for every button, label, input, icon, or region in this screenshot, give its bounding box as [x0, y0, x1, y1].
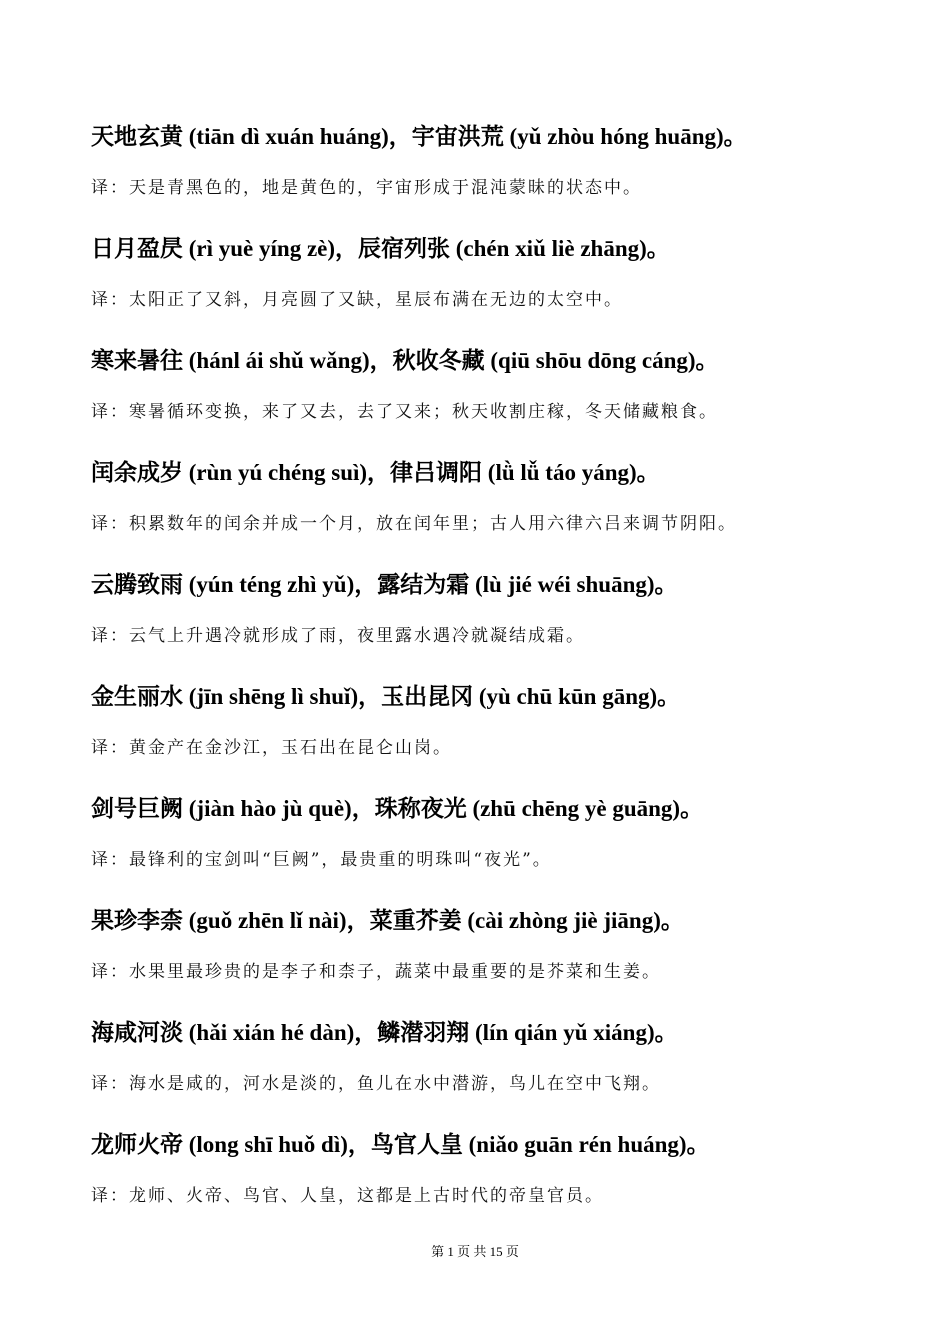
verse-list [91, 117, 921, 1237]
translation-line: 译：积累数年的闰余并成一个月，放在闰年里；古人用六律六吕来调节阴阳。 [91, 514, 737, 534]
verse-entry-4 [91, 453, 921, 565]
verse-entry-3 [91, 341, 921, 453]
verse-entry-8 [91, 901, 921, 1013]
verse-entry-2 [91, 229, 921, 341]
translation-line: 译：黄金产在金沙江，玉石出在昆仑山岗。 [91, 738, 452, 758]
translation-line: 译：云气上升遇冷就形成了雨，夜里露水遇冷就凝结成霜。 [91, 626, 585, 646]
translation-line: 译：龙师、火帝、鸟官、人皇，这都是上古时代的帝皇官员。 [91, 1186, 604, 1206]
verse-line: 闰余成岁 (rùn yú chéng suì)，律吕调阳 (lǜ lǚ táo yáng)。 [91, 460, 660, 485]
verse-entry-6 [91, 677, 921, 789]
verse-entry-10 [91, 1125, 921, 1237]
verse-entry-1 [91, 117, 921, 229]
verse-line: 剑号巨阙 (jiàn hào jù què)，珠称夜光 (zhū chēng yè guāng)。 [91, 796, 704, 821]
verse-line: 果珍李柰 (guǒ zhēn lǐ nài)，菜重芥姜 (cài zhòng jiè jiāng)。 [91, 908, 684, 933]
translation-line: 译：水果里最珍贵的是李子和柰子，蔬菜中最重要的是芥菜和生姜。 [91, 962, 661, 982]
translation-line: 译：海水是咸的，河水是淡的，鱼儿在水中潜游，鸟儿在空中飞翔。 [91, 1074, 661, 1094]
verse-line: 云腾致雨 (yún téng zhì yǔ)，露结为霜 (lù jié wéi shuāng)。 [91, 572, 678, 597]
verse-line: 天地玄黄 (tiān dì xuán huáng)，宇宙洪荒 (yǔ zhòu hóng huāng)。 [91, 124, 747, 149]
translation-line: 译：天是青黑色的，地是黄色的，宇宙形成于混沌蒙昧的状态中。 [91, 178, 642, 198]
page-footer [0, 1242, 950, 1262]
page-number-label: 第 1 页 共 15 页 [431, 1244, 519, 1259]
verse-entry-7 [91, 789, 921, 901]
verse-line: 金生丽水 (jīn shēng lì shuǐ)，玉出昆冈 (yù chū kūn gāng)。 [91, 684, 681, 709]
verse-entry-9 [91, 1013, 921, 1125]
translation-line: 译：寒暑循环变换，来了又去，去了又来；秋天收割庄稼，冬天储藏粮食。 [91, 402, 718, 422]
verse-line: 龙师火帝 (long shī huǒ dì)，鸟官人皇 (niǎo guān rén huáng)。 [91, 1132, 710, 1157]
verse-line: 寒来暑往 (hánl ái shǔ wǎng)，秋收冬藏 (qiū shōu dōng cáng)。 [91, 348, 719, 373]
translation-line: 译：太阳正了又斜，月亮圆了又缺，星辰布满在无边的太空中。 [91, 290, 623, 310]
verse-entry-5 [91, 565, 921, 677]
verse-line: 日月盈昃 (rì yuè yíng zè)，辰宿列张 (chén xiǔ liè zhāng)。 [91, 236, 670, 261]
verse-line: 海咸河淡 (hǎi xián hé dàn)，鳞潜羽翔 (lín qián yǔ xiáng)。 [91, 1020, 678, 1045]
translation-line: 译：最锋利的宝剑叫“巨阙”，最贵重的明珠叫“夜光”。 [91, 850, 552, 870]
